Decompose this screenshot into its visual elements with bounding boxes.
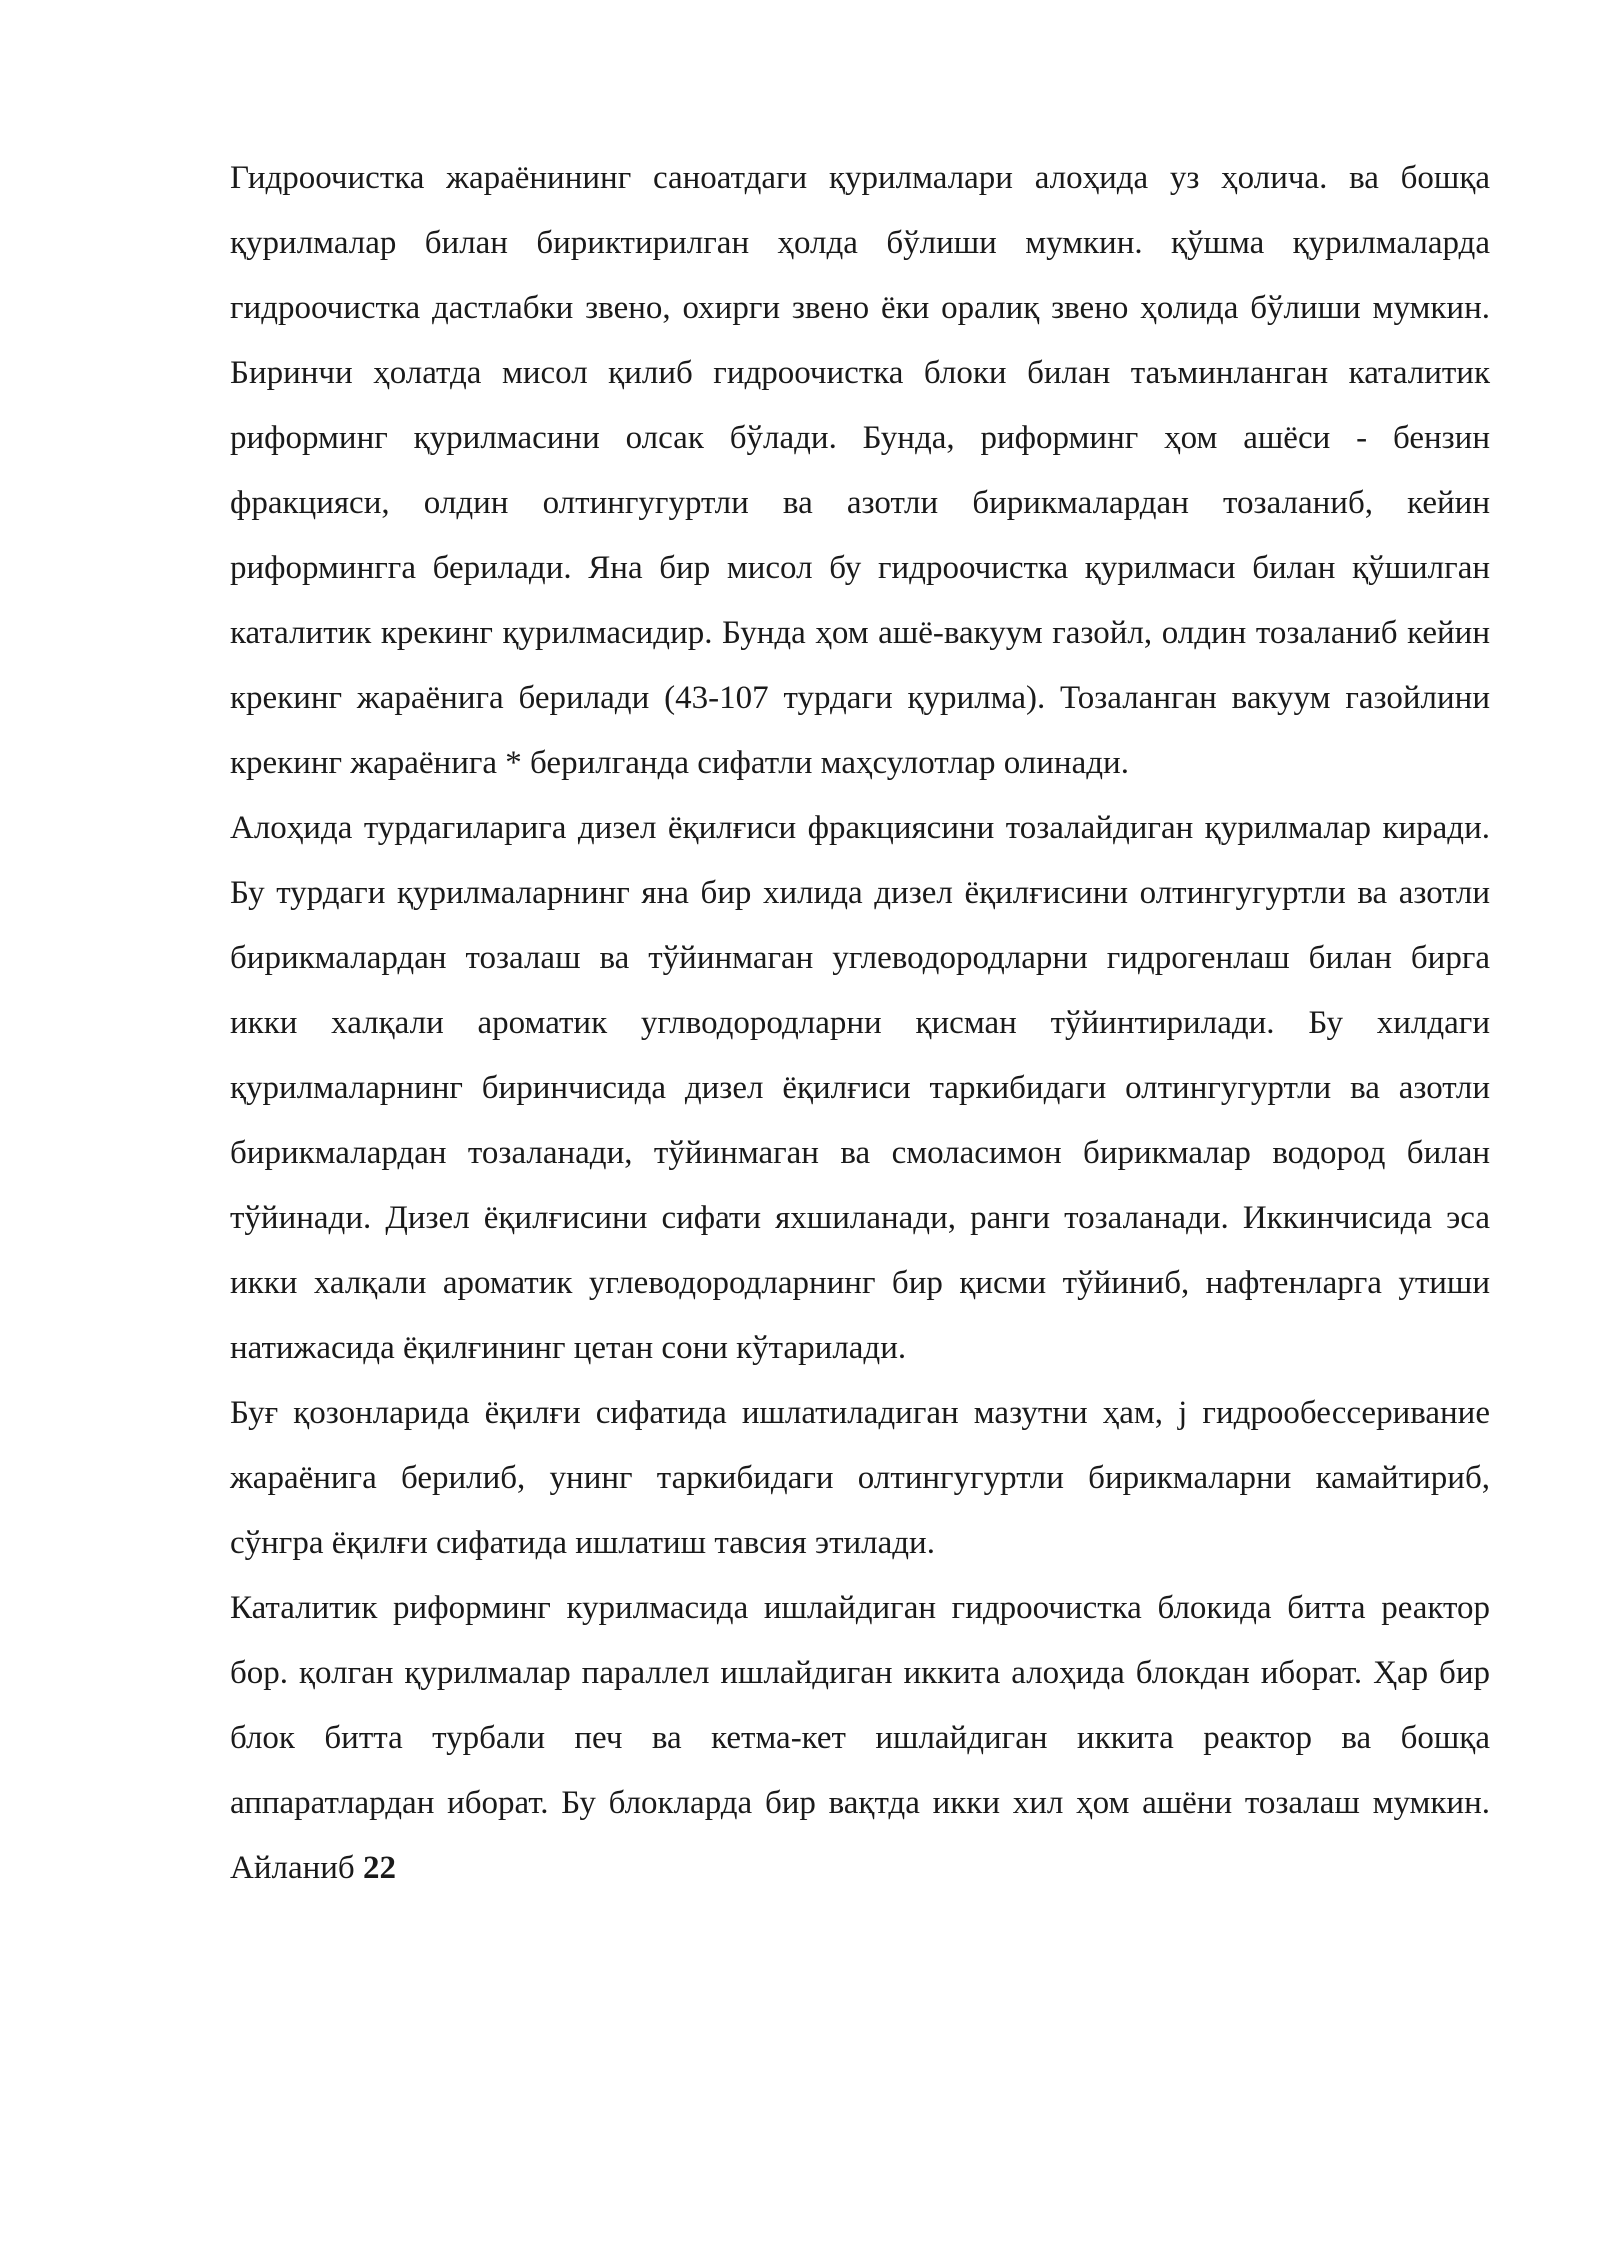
paragraph-2: Алоҳида турдагиларига дизел ёқилғиси фракциясини тозалайдиган қурилмалар киради. Бу турдаги қурилмаларнинг яна бир хилида дизел ёқилғисини олтингугуртли ва азотли бирикмалардан тозалаш ва тўйинмаган углеводородларни гидрогенлаш билан бирга икки халқали ароматик углводородларни қисман тўйинтирилади. Бу хилдаги қурилмаларнинг биринчисида дизел ёқилғиси таркибидаги олтингугуртли ва азотли бирикмалардан тозаланади, тўйинмаган ва смоласимон бирикмалар водород билан тўйинади. Дизел ёқилғисини сифати яхшиланади, ранги тозаланади. Иккинчисида эса икки халқали ароматик углеводородларнинг бир қисми тўйиниб, нафтенларга утиши натижасида ёқилғининг цетан сони кўтарилади.	[230, 810, 1490, 1366]
paragraph-4-text: Каталитик риформинг курилмасида ишлайдиган гидроочистка блокида битта реактор бор. қолган қурилмалар параллел ишлайдиган иккита алоҳида блокдан иборат. Ҳар бир блок битта турбали печ ва кетма-кет ишлайдиган иккита реактор ва бошқа аппаратлардан иборат. Бу блокларда бир вақтда икки хил ҳом ашёни тозалаш мумкин. Айланиб	[230, 1590, 1490, 1886]
paragraph-1: Гидроочистка жараёнининг саноатдаги қурилмалари алоҳида уз ҳолича. ва бошқа қурилмалар билан бириктирилган ҳолда бўлиши мумкин. қўшма қурилмаларда гидроочистка дастлабки звено, охирги звено ёки оралиқ звено ҳолида бўлиши мумкин. Биринчи ҳолатда мисол қилиб гидроочистка блоки билан таъминланган каталитик риформинг қурилмасини олсак бўлади. Бунда, риформинг ҳом ашёси - бензин фракцияси, олдин олтингугуртли ва азотли бирикмалардан тозаланиб, кейин риформингга берилади. Яна бир мисол бу гидроочистка қурилмаси билан қўшилган каталитик крекинг қурилмасидир. Бунда ҳом ашё-вакуум газойл, олдин тозаланиб кейин крекинг жараёнига берилади (43-107 турдаги қурилма). Тозаланган вакуум газойлини крекинг жараёнига * берилганда сифатли маҳсулотлар олинади.	[230, 160, 1490, 781]
document-body	[230, 146, 1490, 1901]
paragraph-4	[230, 1576, 1490, 1901]
page-number: 22	[362, 1850, 396, 1886]
paragraph-3: Буғ қозонларида ёқилғи сифатида ишлатиладиган мазутни ҳам, j гидрообессеривание жараёнига берилиб, унинг таркибидаги олтингугуртли бирикмаларни камайтириб, сўнгра ёқилғи сифатида ишлатиш тавсия этилади.	[230, 1395, 1490, 1561]
